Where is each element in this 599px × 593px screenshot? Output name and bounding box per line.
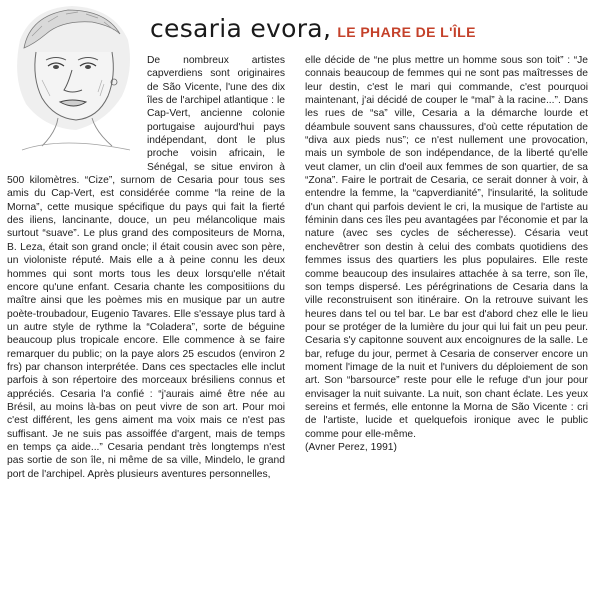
- title-artist-name: cesaria evora: [150, 14, 323, 43]
- article-signature: (Avner Perez, 1991): [305, 441, 397, 453]
- article-title: [150, 14, 476, 43]
- title-separator: ,: [322, 14, 331, 43]
- portrait-wrap-space: [7, 54, 147, 164]
- article-text-left: De nombreux artistes capverdiens sont originaires de São Vicente, l'une des dix îles de l'archipel atlantique : le Cap-Vert, ancienne colonie portugaise aujourd'hui pays indépendant, dont le plus proche voisin africain, le Sénégal, se situe environ à 500 kilomètres. “Cize”, surnom de Cesaria pour tous ses amis du Cap-Vert, est considérée comme “la reine de la Morna”, cette musique spécifique du pays qui fait la fierté des iliens, lancinante, douce, un peu mélancolique mais surtout “suave”. Le plus grand des compositeurs de Morna, B. Leza, était son grand oncle; il était cousin avec son père, un violoniste réputé. Mais elle a à peine connu les deux hommes qui sont morts tous les deux lorsqu'elle n'était encore qu'une enfant. Cesaria chante les compositiions du maître ainsi que les poèmes mis en musique par un autre poète-troubadour, Eugenio Tavares. Elle s'essaye plus tard à un autre style de rythme la “Coladera”, sorte de béguine beaucoup plus tropicale encore. Elle commence à se faire remarquer du public; on la paye alors 25 escudos (environ 2 frs) par chanson interprétée. Dans ces spectacles elle inclut parfois à son répertoire des morceaux brésiliens connus et appréciés. Cesaria l'a confié : “j'aurais aimé être née au Brésil, au moins là-bas on peut vivre de son art. Pour moi c'est différent, les gens aiment ma voix mais ce n'est pas suffisant. Je ne suis pas assoiffée d'argent, mais de temps en temps ça aide...” Cesaria pendant très longtemps n'est pas sortie de son île, ni même de sa ville, Mindelo, le grand port de l'archipel. Après plusieurs aventures personnelles,: [7, 55, 285, 480]
- article-column-left: [7, 54, 285, 481]
- article-text-right: elle décide de “ne plus mettre un homme sous son toit” : “Je connais beaucoup de femmes qui ne sont pas maîtresses de leur destin, c'est le mari qui commande, c'est pourquoi maintenant, j'ai décidé de couper le “mal” à la racine...”. Dans les rues de “sa” ville, Cesaria a la démarche lourde et déambule souvent sans chaussures, d'où cette réputation de “diva aux pieds nus”; ce n'est nullement une provocation, mais un symbole de son indépendance, de la liberté qu'elle veut clamer, un clin d'oeil aux femmes de son quartier, de sa “Zona”. Faire le portrait de Cesaria, ce serait donner à voir, à entendre la femme, la “capverdianité”, l'insularité, la solitude d'un chant qui parfois devient le cri, la musique de l'artiste au féminin dans ces îles peu avantagées par l'économie et par la nature (avec ses cycles de sécheresse). Césaria veut enchevêtrer son destin à celui des combats quotidiens des femmes issus des quartiers les plus populaires. Elle reste comme beaucoup des insulaires attachée à sa terre, son île, son temps dispersé. Les pérégrinations de Cesaria dans la ville reconstruisent son itinéraire. On la retrouve suivant les heures dans tel ou tel bar. Le bar est d'abord chez elle le lieu pour se protéger de la lumière du jour qui lui fait un peu peur. Cesaria s'y capitonne souvent aux encoignures de la salle. Le bar, refuge du jour, permet à Cesaria de conserver encore un moment l'image de la nuit et l'univers du déploiement de son art. Son “barsource” reste pour elle le refuge d'un jour pour envisager la nuit suivante. La nuit, son chant éclate. Les yeux sereins et fermés, elle entonne la Morna de São Vicente : cri de l'artiste, lucide et quelquefois ironique avec le public comme pour elle-même.: [305, 55, 588, 440]
- article-column-right: [305, 54, 588, 454]
- title-subtitle: LE PHARE DE L'ÎLE: [337, 24, 476, 40]
